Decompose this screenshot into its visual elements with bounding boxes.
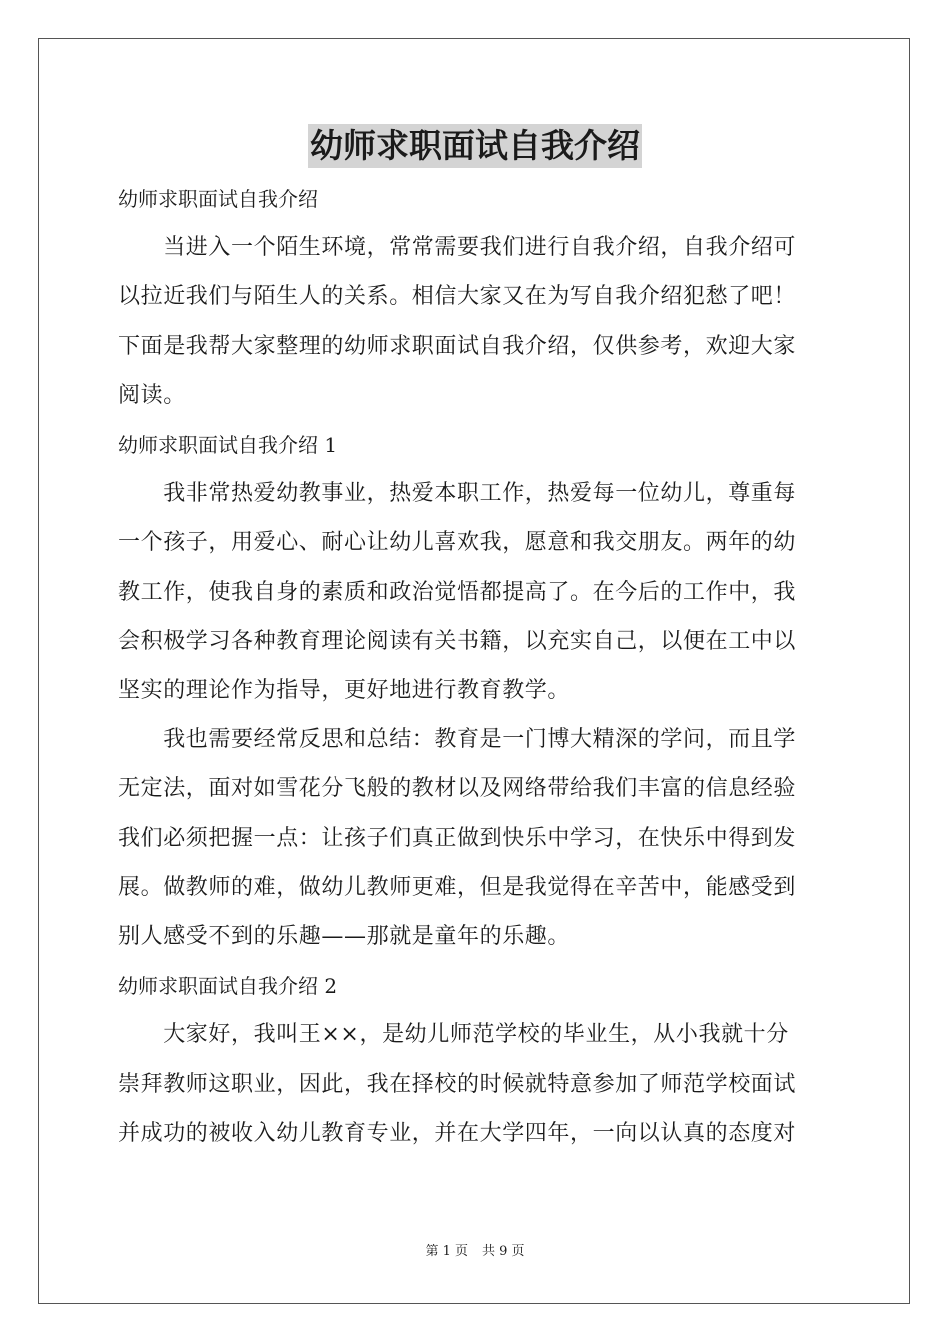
body-line: 坚实的理论作为指导，更好地进行教育教学。 [118,678,571,703]
body-line: 下面是我帮大家整理的幼师求职面试自我介绍，仅供参考，欢迎大家 [118,333,797,359]
section-heading: 幼师求职面试自我介绍 [118,187,318,211]
body-line: 无定法，面对如雪花分飞般的教材以及网络带给我们丰富的信息经验 [118,776,797,802]
body-line: 大家好，我叫王××，是幼儿师范学校的毕业生，从小我就十分 [118,1022,789,1048]
body-line: 我也需要经常反思和总结：教育是一门博大精深的学问，而且学 [118,727,797,753]
section-heading: 幼师求职面试自我介绍 1 [118,433,338,457]
body-line: 我们必须把握一点：让孩子们真正做到快乐中学习，在快乐中得到发 [118,825,797,851]
document-title: 幼师求职面试自我介绍 [308,124,642,168]
body-line: 当进入一个陌生环境，常常需要我们进行自我介绍，自我介绍可 [118,235,797,261]
body-line: 教工作，使我自身的素质和政治觉悟都提高了。在今后的工作中，我 [118,579,797,605]
body-line: 展。做教师的难，做幼儿教师更难，但是我觉得在辛苦中，能感受到 [118,874,797,900]
title-container [0,124,950,168]
body-line: 会积极学习各种教育理论阅读有关书籍，以充实自己，以便在工中以 [118,628,797,654]
section-heading: 幼师求职面试自我介绍 2 [118,974,338,999]
body-line: 一个孩子，用爱心、耐心让幼儿喜欢我，愿意和我交朋友。两年的幼 [118,530,797,556]
body-line: 我非常热爱幼教事业，热爱本职工作，热爱每一位幼儿，尊重每 [118,481,797,507]
body-line: 崇拜教师这职业，因此，我在择校的时候就特意参加了师范学校面试 [118,1071,797,1097]
page-border [38,38,910,1304]
body-line: 阅读。 [118,382,186,408]
body-line: 以拉近我们与陌生人的关系。相信大家又在为写自我介绍犯愁了吧！ [118,284,797,310]
body-line: 并成功的被收入幼儿教育专业，并在大学四年，一向以认真的态度对 [118,1120,797,1146]
body-line: 别人感受不到的乐趣——那就是童年的乐趣。 [118,924,571,949]
page-number: 第 1 页 [425,1244,468,1259]
page-total: 共 9 页 [482,1244,525,1259]
page-footer [0,1244,950,1260]
